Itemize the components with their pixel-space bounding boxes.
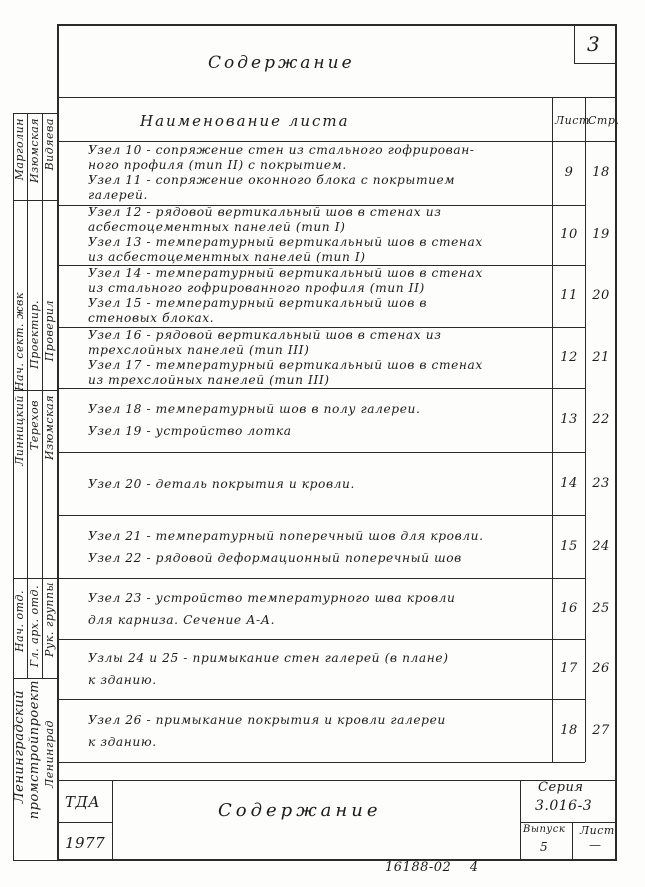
side-divider-1 [13, 200, 57, 201]
stamp-role-2: Проектир. [28, 300, 41, 369]
stamp-dept-3: Рук. группы [43, 582, 56, 657]
row-line: Узел 13 - температурный вертикальный шов в стенах [88, 235, 483, 249]
sheet-value: — [589, 838, 602, 852]
row-divider [57, 578, 585, 579]
row-line: Узел 12 - рядовой вертикальный шов в стенах из [88, 205, 442, 219]
row-line: для карниза. Сечение А-А. [88, 612, 276, 627]
row-line: Узел 23 - устройство температурного шва кровли [88, 590, 456, 605]
divider [57, 97, 617, 98]
page-ref: 24 [592, 538, 610, 554]
titleblock-left-split [57, 822, 112, 823]
sheet-number: 14 [560, 475, 578, 491]
table-row [88, 587, 550, 631]
row-divider [57, 388, 585, 389]
row-line: Узел 21 - температурный поперечный шов для кровли. [88, 528, 484, 543]
row-line: Узел 17 - температурный вертикальный шов в стенах [88, 357, 483, 372]
column-header-page: Стр. [588, 114, 620, 127]
row-line: из асбестоцементных панелей (тип I) [88, 250, 366, 264]
stamp-signer-2: Терехов [28, 400, 41, 451]
row-line: Узлы 24 и 25 - примыкание стен галерей (в плане) [88, 651, 449, 665]
row-line: из трехслойных панелей (тип III) [88, 372, 330, 387]
row-line: Узел 19 - устройство лотка [88, 424, 292, 438]
stamp-name-3: Видяева [43, 118, 56, 171]
sheet-number: 15 [560, 538, 578, 554]
stamp-signer-1: Линницкий [13, 395, 26, 466]
row-divider [57, 762, 585, 763]
row-line: из стального гофрированного профиля (тип II) [88, 281, 425, 295]
column-header-sheet: Лист [555, 114, 590, 127]
issue-value: 5 [540, 840, 549, 854]
org-name-1: Ленинградский [12, 690, 27, 804]
row-line: Узел 26 - примыкание покрытия и кровли галереи [88, 712, 446, 727]
stamp-dept-1: Нач. отд. [13, 590, 26, 653]
sheet-label: Лист [580, 824, 615, 837]
titleblock-col-2 [520, 780, 521, 861]
org-name-2: промстройпроект [27, 680, 42, 820]
sheet-number: 17 [560, 661, 578, 676]
page-ref: 25 [592, 600, 610, 616]
table-row [88, 525, 550, 569]
row-line: ного профиля (тип II) с покрытием. [88, 158, 347, 172]
page-ref: 22 [592, 412, 610, 427]
row-line: Узел 20 - деталь покрытия и кровли. [88, 476, 355, 491]
header-divider [57, 141, 617, 142]
page-ref: 26 [592, 661, 610, 676]
stamp-name-1: Марголин [13, 118, 26, 181]
row-line: к зданию. [88, 673, 157, 687]
row-line: Узел 18 - температурный шов в полу галереи. [88, 402, 421, 416]
row-line: Узел 10 - сопряжение стен из стального гофрирован- [88, 143, 475, 157]
row-line: Узел 14 - температурный вертикальный шов в стенах [88, 266, 483, 280]
page-ref: 21 [592, 349, 610, 365]
stamp-role-3: Проверил [43, 300, 56, 362]
page-title: Содержание [208, 53, 355, 73]
footer-note: 16188-02 4 [385, 860, 479, 875]
table-row [88, 473, 550, 495]
titleblock-top [57, 780, 617, 781]
sheet-number: 13 [560, 412, 578, 427]
stamp-dept-2: Гл. арх. отд. [28, 585, 41, 668]
sheet-number: 16 [560, 600, 578, 616]
row-line: Узел 16 - рядовой вертикальный шов в стенах из [88, 327, 442, 342]
table-row [88, 205, 550, 265]
row-divider [57, 699, 585, 700]
table-row [88, 328, 550, 388]
titleblock-col-1 [112, 780, 113, 861]
row-line: асбестоцементных панелей (тип I) [88, 220, 346, 234]
stamp-role-1: Нач. сект. жвк [13, 292, 26, 392]
page-ref: 18 [592, 165, 610, 180]
titleblock-right-col [572, 822, 573, 861]
sheet-number: 9 [564, 165, 574, 180]
row-line: Узел 15 - температурный вертикальный шов в [88, 296, 428, 310]
sheet-number: 18 [560, 722, 578, 738]
titleblock-code: ТДА [65, 793, 101, 811]
issue-label: Выпуск [523, 824, 566, 835]
page-ref: 27 [592, 722, 610, 738]
sheet-number: 12 [560, 349, 578, 365]
org-name-3: Ленинград [43, 720, 56, 788]
page-ref: 23 [592, 475, 610, 491]
row-line: галерей. [88, 188, 148, 202]
stamp-signer-3: Изюмская [43, 395, 56, 460]
table-row [88, 709, 550, 753]
titleblock-right-split [520, 822, 617, 823]
page-ref: 20 [592, 288, 610, 303]
row-divider [57, 639, 585, 640]
row-line: Узел 11 - сопряжение оконного блока с покрытием [88, 173, 456, 187]
row-line: Узел 22 - рядовой деформационный поперечный шов [88, 550, 462, 565]
stamp-name-2: Изюмская [28, 118, 41, 183]
table-row [88, 266, 550, 326]
column-header-name: Наименование листа [140, 112, 350, 130]
table-row [88, 647, 550, 691]
row-divider [57, 452, 585, 453]
side-divider-3 [13, 578, 57, 579]
row-line: к зданию. [88, 734, 157, 749]
row-line: трехслойных панелей (тип III) [88, 342, 310, 357]
row-divider [57, 515, 585, 516]
table-row [88, 398, 550, 442]
sheet-number: 10 [560, 227, 578, 242]
side-divider-4 [13, 678, 57, 679]
series-label: Серия [538, 780, 584, 795]
series-value: 3.016-3 [535, 798, 593, 814]
page-ref: 19 [592, 227, 610, 242]
page-number: 3 [587, 32, 601, 56]
table-row [88, 143, 550, 203]
titleblock-year: 1977 [65, 834, 106, 852]
row-line: стеновых блоках. [88, 311, 215, 325]
sheet-number: 11 [560, 288, 578, 303]
titleblock-title: Содержание [218, 800, 382, 821]
